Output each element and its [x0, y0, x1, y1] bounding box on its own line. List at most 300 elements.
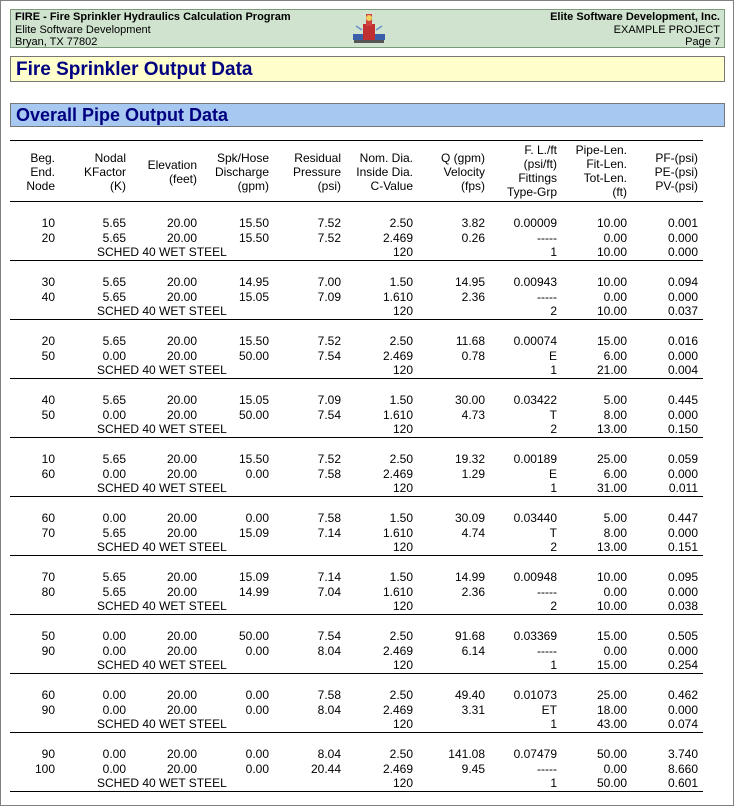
pipe-spec: SCHED 40 WET STEEL [97, 422, 227, 436]
pipe-cell-fl: 0.03422 [513, 393, 557, 407]
pipe-cell-disc: 14.95 [238, 275, 269, 289]
pipe-cell-p: 0.016 [667, 334, 698, 348]
pipe-cell-p: 0.000 [667, 467, 698, 481]
pipe-cell-elev: 20.00 [166, 526, 197, 540]
row-divider [10, 319, 703, 320]
pipe-cell-p: 0.445 [667, 393, 698, 407]
column-header-text: Fittings [518, 171, 557, 185]
pipe-cell-q: 6.14 [461, 644, 485, 658]
pipe-cell-nodes: 60 [41, 467, 55, 481]
pipe-cell-elev: 20.00 [166, 747, 197, 761]
pipe-cell-dia: 1.610 [382, 585, 413, 599]
pipe-cell-len: 0.00 [603, 762, 627, 776]
pipe-cell-fl: 1 [550, 776, 557, 790]
pipe-cell-q: 9.45 [461, 762, 485, 776]
pipe-cell-press: 7.58 [317, 511, 341, 525]
column-header-text: (K) [110, 179, 126, 193]
pipe-cell-fl: T [549, 526, 557, 540]
pipe-spec: SCHED 40 WET STEEL [97, 304, 227, 318]
pipe-cell-disc: 14.99 [238, 585, 269, 599]
pipe-cell-fl: 0.03369 [513, 629, 557, 643]
pipe-cell-press: 8.04 [317, 644, 341, 658]
report-header [10, 9, 725, 48]
column-header-text: Velocity [443, 165, 485, 179]
pipe-cell-press: 7.52 [317, 216, 341, 230]
column-header-text: KFactor [83, 165, 126, 179]
pipe-cell-fl: 1 [550, 717, 557, 731]
pipe-cell-p: 0.094 [667, 275, 698, 289]
pipe-cell-dia: 1.50 [389, 393, 413, 407]
pipe-cell-q: 91.68 [454, 629, 485, 643]
pipe-cell-press: 7.00 [317, 275, 341, 289]
pipe-cell-len: 5.00 [603, 511, 627, 525]
pipe-cell-len: 10.00 [596, 570, 627, 584]
pipe-cell-p: 0.000 [667, 644, 698, 658]
pipe-cell-elev: 20.00 [166, 349, 197, 363]
pipe-cell-p: 3.740 [667, 747, 698, 761]
pipe-cell-len: 6.00 [603, 349, 627, 363]
pipe-cell-press: 7.54 [317, 408, 341, 422]
pipe-cell-len: 10.00 [596, 275, 627, 289]
pipe-cell-fl: 0.01073 [513, 688, 557, 702]
pipe-cell-fl: E [548, 467, 557, 481]
pipe-spec: SCHED 40 WET STEEL [97, 658, 227, 672]
column-header-text: Pipe-Len. [575, 143, 627, 157]
pipe-cell-elev: 20.00 [166, 334, 197, 348]
pipe-cell-k: 5.65 [102, 570, 126, 584]
pipe-cell-len: 6.00 [603, 467, 627, 481]
subsection-title: Overall Pipe Output Data [16, 105, 229, 125]
pipe-cell-elev: 20.00 [166, 290, 197, 304]
pipe-cell-len: 10.00 [596, 245, 627, 259]
pipe-cell-disc: 15.05 [238, 393, 269, 407]
pipe-spec: SCHED 40 WET STEEL [97, 717, 227, 731]
pipe-cell-dia: 1.50 [389, 511, 413, 525]
program-title: FIRE - Fire Sprinkler Hydraulics Calculation Program [15, 11, 291, 23]
column-header-text: PF-(psi) [655, 151, 698, 165]
pipe-cell-press: 8.04 [317, 703, 341, 717]
pipe-cell-dia: 2.50 [389, 216, 413, 230]
pipe-cell-nodes: 10 [41, 216, 55, 230]
pipe-cell-dia: 120 [392, 776, 413, 790]
pipe-cell-dia: 2.469 [382, 349, 413, 363]
pipe-cell-q: 14.95 [454, 275, 485, 289]
subsection-title-box [10, 103, 725, 127]
pipe-cell-k: 5.65 [102, 334, 126, 348]
pipe-cell-press: 7.04 [317, 585, 341, 599]
pipe-cell-dia: 120 [392, 304, 413, 318]
pipe-cell-press: 7.52 [317, 452, 341, 466]
pipe-cell-fl: 1 [550, 363, 557, 377]
pipe-cell-dia: 120 [392, 363, 413, 377]
pipe-cell-q: 1.29 [461, 467, 485, 481]
pipe-cell-fl: ----- [537, 585, 557, 599]
pipe-cell-fl: ----- [537, 644, 557, 658]
pipe-cell-q: 0.78 [461, 349, 485, 363]
pipe-cell-p: 0.074 [667, 717, 698, 731]
pipe-cell-k: 5.65 [102, 526, 126, 540]
pipe-cell-p: 0.000 [667, 231, 698, 245]
pipe-cell-p: 0.000 [667, 349, 698, 363]
column-header-text: Type-Grp [506, 185, 557, 199]
column-header-text: Residual [294, 151, 341, 165]
pipe-cell-dia: 120 [392, 422, 413, 436]
pipe-cell-nodes: 70 [41, 570, 55, 584]
pipe-cell-len: 25.00 [596, 688, 627, 702]
pipe-cell-len: 5.00 [603, 393, 627, 407]
column-header-text: (psi) [317, 179, 341, 193]
pipe-cell-p: 0.000 [667, 703, 698, 717]
pipe-cell-elev: 20.00 [166, 393, 197, 407]
column-header-text: Nom. Dia. [359, 151, 413, 165]
pipe-cell-elev: 20.00 [166, 585, 197, 599]
pipe-cell-p: 0.000 [667, 585, 698, 599]
pipe-cell-fl: 1 [550, 658, 557, 672]
pipe-cell-dia: 1.610 [382, 526, 413, 540]
pipe-cell-q: 19.32 [454, 452, 485, 466]
pipe-cell-k: 5.65 [102, 290, 126, 304]
pipe-cell-len: 50.00 [596, 747, 627, 761]
row-divider [10, 260, 703, 261]
pipe-cell-q: 30.00 [454, 393, 485, 407]
pipe-cell-p: 0.000 [667, 526, 698, 540]
pipe-cell-nodes: 40 [41, 393, 55, 407]
pipe-cell-disc: 0.00 [245, 467, 269, 481]
pipe-cell-disc: 15.50 [238, 231, 269, 245]
row-divider [10, 496, 703, 497]
pipe-cell-fl: 2 [550, 304, 557, 318]
column-header-text: PV-(psi) [655, 179, 698, 193]
pipe-cell-disc: 15.05 [238, 290, 269, 304]
pipe-cell-dia: 2.469 [382, 467, 413, 481]
pipe-cell-fl: 0.07479 [513, 747, 557, 761]
pipe-cell-disc: 50.00 [238, 408, 269, 422]
pipe-cell-disc: 0.00 [245, 747, 269, 761]
pipe-cell-p: 0.059 [667, 452, 698, 466]
pipe-cell-len: 10.00 [596, 599, 627, 613]
pipe-cell-elev: 20.00 [166, 216, 197, 230]
pipe-cell-len: 10.00 [596, 216, 627, 230]
pipe-cell-dia: 2.469 [382, 762, 413, 776]
pipe-cell-dia: 1.50 [389, 275, 413, 289]
pipe-cell-len: 31.00 [596, 481, 627, 495]
pipe-cell-disc: 15.50 [238, 334, 269, 348]
pipe-cell-dia: 2.50 [389, 747, 413, 761]
pipe-cell-nodes: 50 [41, 629, 55, 643]
pipe-cell-len: 13.00 [596, 422, 627, 436]
pipe-cell-p: 0.447 [667, 511, 698, 525]
pipe-cell-dia: 120 [392, 245, 413, 259]
pipe-cell-elev: 20.00 [166, 511, 197, 525]
pipe-cell-q: 2.36 [461, 585, 485, 599]
row-divider [10, 673, 703, 674]
pipe-cell-q: 4.73 [461, 408, 485, 422]
pipe-cell-elev: 20.00 [166, 275, 197, 289]
company-city: Bryan, TX 77802 [15, 36, 98, 48]
pipe-cell-len: 10.00 [596, 304, 627, 318]
column-header-text: F. L./ft [524, 143, 557, 157]
sprinkler-logo-icon [352, 12, 386, 46]
column-header-text: (feet) [168, 172, 197, 186]
pipe-cell-fl: 2 [550, 422, 557, 436]
pipe-cell-len: 25.00 [596, 452, 627, 466]
pipe-cell-k: 5.65 [102, 393, 126, 407]
column-header-text: Nodal [94, 151, 126, 165]
pipe-cell-elev: 20.00 [166, 688, 197, 702]
pipe-cell-elev: 20.00 [166, 231, 197, 245]
pipe-cell-q: 11.68 [455, 334, 485, 348]
pipe-cell-nodes: 90 [41, 747, 55, 761]
pipe-cell-len: 21.00 [596, 363, 627, 377]
page-number: Page 7 [685, 36, 720, 48]
pipe-cell-press: 7.52 [317, 334, 341, 348]
column-header-text: Tot-Len. [583, 171, 627, 185]
pipe-cell-nodes: 70 [41, 526, 55, 540]
pipe-cell-p: 0.151 [667, 540, 698, 554]
pipe-cell-dia: 120 [392, 599, 413, 613]
pipe-cell-fl: T [549, 408, 557, 422]
pipe-cell-q: 3.82 [461, 216, 485, 230]
pipe-cell-press: 8.04 [317, 747, 341, 761]
pipe-cell-p: 0.462 [667, 688, 698, 702]
pipe-spec: SCHED 40 WET STEEL [97, 776, 227, 790]
pipe-cell-press: 7.09 [317, 393, 341, 407]
row-divider [10, 732, 703, 733]
pipe-cell-fl: 2 [550, 599, 557, 613]
pipe-cell-dia: 120 [392, 481, 413, 495]
pipe-cell-press: 7.14 [317, 526, 341, 540]
pipe-cell-fl: 2 [550, 540, 557, 554]
pipe-cell-disc: 15.50 [238, 216, 269, 230]
row-divider [10, 437, 703, 438]
pipe-cell-k: 0.00 [102, 467, 126, 481]
pipe-cell-q: 30.09 [454, 511, 485, 525]
pipe-cell-p: 0.011 [668, 481, 698, 495]
pipe-cell-len: 0.00 [603, 644, 627, 658]
column-header-text: Fit-Len. [586, 157, 627, 171]
pipe-cell-press: 7.54 [317, 349, 341, 363]
pipe-cell-k: 0.00 [102, 688, 126, 702]
pipe-cell-disc: 0.00 [245, 688, 269, 702]
pipe-cell-fl: 0.03440 [513, 511, 557, 525]
pipe-cell-k: 5.65 [102, 216, 126, 230]
pipe-cell-k: 0.00 [102, 762, 126, 776]
pipe-cell-p: 0.000 [667, 290, 698, 304]
pipe-cell-len: 0.00 [603, 585, 627, 599]
pipe-cell-k: 5.65 [102, 275, 126, 289]
pipe-cell-p: 0.505 [667, 629, 698, 643]
pipe-cell-k: 0.00 [102, 644, 126, 658]
pipe-cell-dia: 2.469 [382, 644, 413, 658]
column-header-text: (fps) [461, 179, 485, 193]
pipe-cell-disc: 0.00 [245, 703, 269, 717]
pipe-cell-p: 0.254 [667, 658, 698, 672]
pipe-cell-fl: 0.00943 [513, 275, 557, 289]
pipe-cell-p: 0.000 [667, 408, 698, 422]
pipe-cell-len: 43.00 [596, 717, 627, 731]
pipe-cell-k: 5.65 [102, 585, 126, 599]
pipe-cell-p: 0.095 [667, 570, 698, 584]
pipe-cell-p: 0.150 [667, 422, 698, 436]
pipe-cell-press: 7.58 [317, 688, 341, 702]
pipe-cell-fl: ----- [537, 231, 557, 245]
pipe-spec: SCHED 40 WET STEEL [97, 599, 227, 613]
pipe-cell-fl: 0.00009 [513, 216, 557, 230]
pipe-cell-p: 8.660 [667, 762, 698, 776]
column-header-text: (psi/ft) [523, 157, 557, 171]
pipe-cell-nodes: 100 [34, 762, 55, 776]
pipe-spec: SCHED 40 WET STEEL [97, 363, 227, 377]
pipe-cell-press: 7.58 [317, 467, 341, 481]
pipe-cell-dia: 120 [392, 717, 413, 731]
pipe-cell-press: 20.44 [310, 762, 341, 776]
pipe-cell-len: 8.00 [603, 526, 627, 540]
pipe-cell-disc: 50.00 [238, 349, 269, 363]
project-name: EXAMPLE PROJECT [613, 24, 720, 36]
pipe-cell-q: 14.99 [454, 570, 485, 584]
pipe-cell-p: 0.001 [667, 216, 698, 230]
pipe-cell-len: 15.00 [596, 334, 627, 348]
pipe-cell-nodes: 40 [41, 290, 55, 304]
pipe-cell-elev: 20.00 [166, 644, 197, 658]
pipe-cell-q: 141.08 [448, 747, 485, 761]
pipe-cell-len: 8.00 [603, 408, 627, 422]
pipe-spec: SCHED 40 WET STEEL [97, 245, 227, 259]
pipe-cell-k: 0.00 [102, 747, 126, 761]
pipe-cell-k: 0.00 [102, 629, 126, 643]
pipe-cell-fl: 1 [550, 481, 557, 495]
pipe-cell-nodes: 10 [41, 452, 55, 466]
pipe-cell-dia: 120 [392, 658, 413, 672]
pipe-cell-q: 4.74 [461, 526, 485, 540]
pipe-cell-len: 18.00 [596, 703, 627, 717]
pipe-cell-disc: 15.50 [238, 452, 269, 466]
pipe-cell-press: 7.52 [317, 231, 341, 245]
row-divider [10, 378, 703, 379]
pipe-cell-nodes: 20 [41, 334, 55, 348]
pipe-cell-len: 0.00 [603, 231, 627, 245]
pipe-cell-dia: 2.469 [382, 231, 413, 245]
pipe-cell-p: 0.038 [667, 599, 698, 613]
pipe-cell-dia: 2.50 [389, 334, 413, 348]
pipe-cell-len: 0.00 [603, 290, 627, 304]
pipe-cell-q: 49.40 [454, 688, 485, 702]
pipe-cell-nodes: 90 [41, 703, 55, 717]
pipe-cell-dia: 120 [392, 540, 413, 554]
pipe-cell-disc: 0.00 [245, 762, 269, 776]
column-header-text: C-Value [370, 179, 413, 193]
pipe-cell-fl: ----- [537, 762, 557, 776]
pipe-cell-dia: 2.469 [382, 703, 413, 717]
pipe-cell-fl: 1 [550, 245, 557, 259]
pipe-cell-dia: 1.610 [382, 408, 413, 422]
pipe-cell-dia: 2.50 [389, 629, 413, 643]
pipe-cell-nodes: 60 [41, 688, 55, 702]
column-header-text: Node [26, 179, 55, 193]
pipe-cell-dia: 1.610 [382, 290, 413, 304]
company-right: Elite Software Development, Inc. [550, 11, 720, 23]
row-divider [10, 791, 703, 792]
pipe-cell-nodes: 50 [41, 349, 55, 363]
pipe-cell-k: 0.00 [102, 511, 126, 525]
pipe-cell-k: 0.00 [102, 408, 126, 422]
pipe-cell-p: 0.000 [667, 245, 698, 259]
pipe-cell-nodes: 20 [41, 231, 55, 245]
pipe-cell-disc: 50.00 [238, 629, 269, 643]
pipe-cell-press: 7.54 [317, 629, 341, 643]
pipe-cell-press: 7.09 [317, 290, 341, 304]
pipe-cell-disc: 0.00 [245, 511, 269, 525]
pipe-cell-len: 15.00 [596, 658, 627, 672]
row-divider [10, 555, 703, 556]
pipe-spec: SCHED 40 WET STEEL [97, 481, 227, 495]
pipe-cell-nodes: 50 [41, 408, 55, 422]
pipe-cell-k: 5.65 [102, 231, 126, 245]
pipe-cell-press: 7.14 [317, 570, 341, 584]
column-header-text: Q (gpm) [440, 151, 485, 165]
pipe-cell-p: 0.037 [667, 304, 698, 318]
pipe-cell-elev: 20.00 [166, 762, 197, 776]
pipe-cell-p: 0.601 [667, 776, 698, 790]
pipe-cell-q: 3.31 [461, 703, 485, 717]
pipe-cell-k: 0.00 [102, 703, 126, 717]
pipe-cell-len: 50.00 [596, 776, 627, 790]
column-header-text: End. [30, 165, 55, 179]
pipe-cell-fl: E [548, 349, 557, 363]
column-header-text: (gpm) [237, 179, 269, 193]
pipe-cell-fl: ----- [537, 290, 557, 304]
pipe-cell-dia: 1.50 [389, 570, 413, 584]
column-header-text: Inside Dia. [356, 165, 413, 179]
pipe-cell-elev: 20.00 [166, 703, 197, 717]
pipe-cell-nodes: 60 [41, 511, 55, 525]
pipe-cell-k: 0.00 [102, 349, 126, 363]
pipe-cell-q: 2.36 [461, 290, 485, 304]
pipe-cell-fl: 0.00948 [513, 570, 557, 584]
pipe-cell-elev: 20.00 [166, 408, 197, 422]
pipe-spec: SCHED 40 WET STEEL [97, 540, 227, 554]
pipe-cell-fl: ET [541, 703, 557, 717]
section-title-box [10, 56, 725, 82]
pipe-cell-disc: 0.00 [245, 644, 269, 658]
column-header-text: Beg. [30, 151, 55, 165]
section-title: Fire Sprinkler Output Data [16, 59, 253, 80]
column-header-text: (ft) [612, 185, 627, 199]
pipe-cell-nodes: 90 [41, 644, 55, 658]
pipe-cell-q: 0.26 [461, 231, 485, 245]
column-header-text: Discharge [214, 165, 269, 179]
pipe-cell-dia: 2.50 [389, 452, 413, 466]
pipe-cell-disc: 15.09 [238, 526, 269, 540]
pipe-cell-fl: 0.00189 [513, 452, 557, 466]
pipe-cell-dia: 2.50 [389, 688, 413, 702]
column-header-text: Pressure [292, 165, 341, 179]
row-divider [10, 614, 703, 615]
pipe-cell-nodes: 30 [41, 275, 55, 289]
company-left: Elite Software Development [15, 24, 151, 36]
pipe-cell-elev: 20.00 [166, 570, 197, 584]
pipe-cell-fl: 0.00074 [513, 334, 557, 348]
pipe-cell-p: 0.004 [667, 363, 698, 377]
header-rule [10, 201, 703, 202]
pipe-cell-disc: 15.09 [238, 570, 269, 584]
pipe-cell-elev: 20.00 [166, 629, 197, 643]
column-header-text: PE-(psi) [654, 165, 698, 179]
column-header-text: Elevation [147, 158, 197, 172]
pipe-cell-elev: 20.00 [166, 467, 197, 481]
pipe-cell-len: 13.00 [596, 540, 627, 554]
table-top-rule [10, 140, 703, 141]
